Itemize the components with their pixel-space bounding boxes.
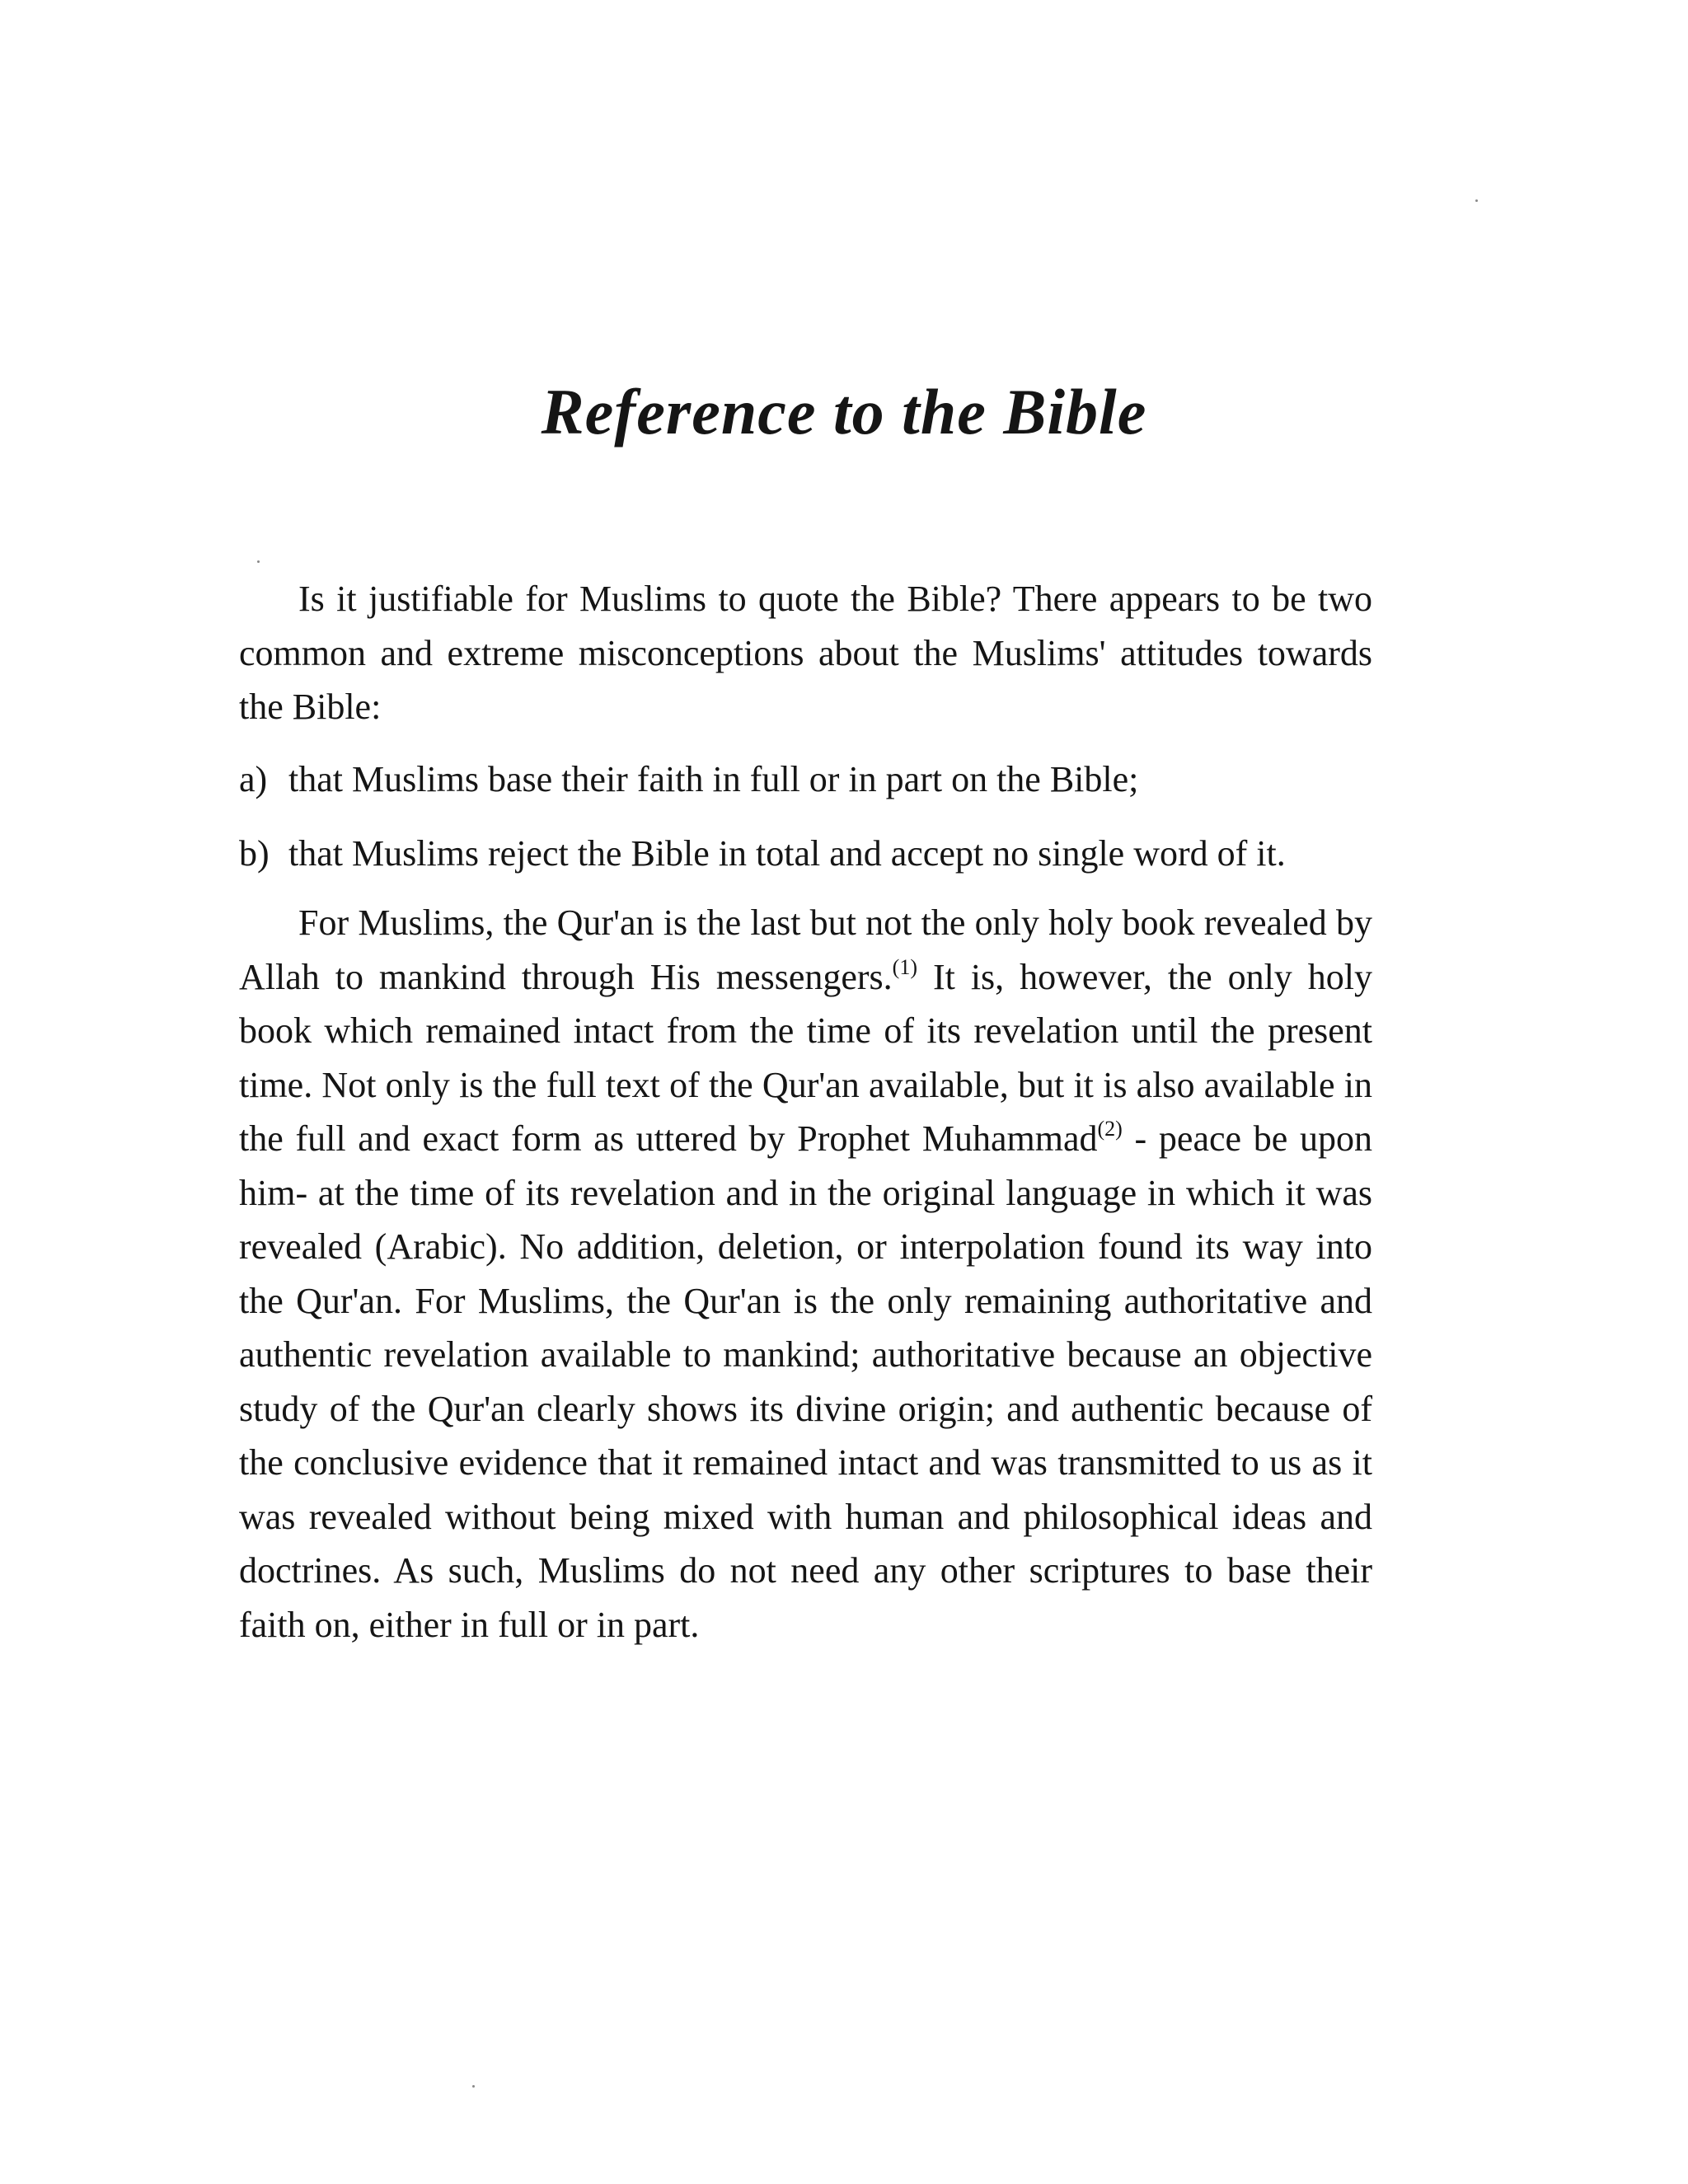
list-item-b-text: that Muslims reject the Bible in total and accept no single word of it. [288, 833, 1286, 874]
main-paragraph [239, 896, 1372, 1652]
list-item-a [239, 752, 1372, 807]
footnote-ref-2: (2) [1097, 1117, 1123, 1141]
main-paragraph-part1: For Muslims, the Qur'an is the last but not the only holy book revealed by Allah to mankind through His messengers. [239, 902, 1372, 997]
page-title: Reference to the Bible [541, 376, 1147, 448]
list-item-b-label: b) [239, 833, 270, 874]
scan-speck [257, 560, 260, 563]
scan-speck [472, 2085, 475, 2088]
footnote-ref-1: (1) [892, 954, 917, 979]
list-item-a-label: a) [239, 759, 268, 799]
main-paragraph-part2: It is, however, the only holy book which remained intact from the time of its revelation until the present time. Not only is the full text of the Qur'an available, but it is also available in the full and exact form as uttered by Prophet Muhammad [239, 956, 1372, 1159]
intro-paragraph: Is it justifiable for Muslims to quote the Bible? There appears to be two common and extreme misconceptions about the Muslims' attitudes towards the Bible: [239, 579, 1372, 727]
scan-speck [1475, 199, 1478, 202]
list-item-a-text: that Muslims base their faith in full or in part on the Bible; [288, 759, 1139, 799]
list-item-b [239, 827, 1372, 881]
main-paragraph-part3: - peace be upon him- at the time of its revelation and in the original language in which it was revealed (Arabic). No addition, deletion, or interpolation found its way into the Qur'an. For Muslims, the Qur'an is the only remaining authoritative and authentic revelation available to mankind; authoritative because an objective study of the Qur'an clearly shows its divine origin; and authentic because of the conclusive evidence that it remained intact and was transmitted to us as it was revealed without being mixed with human and philosophical ideas and doctrines. As such, Muslims do not need any other scriptures to base their faith on, either in full or in part. [239, 1118, 1372, 1645]
